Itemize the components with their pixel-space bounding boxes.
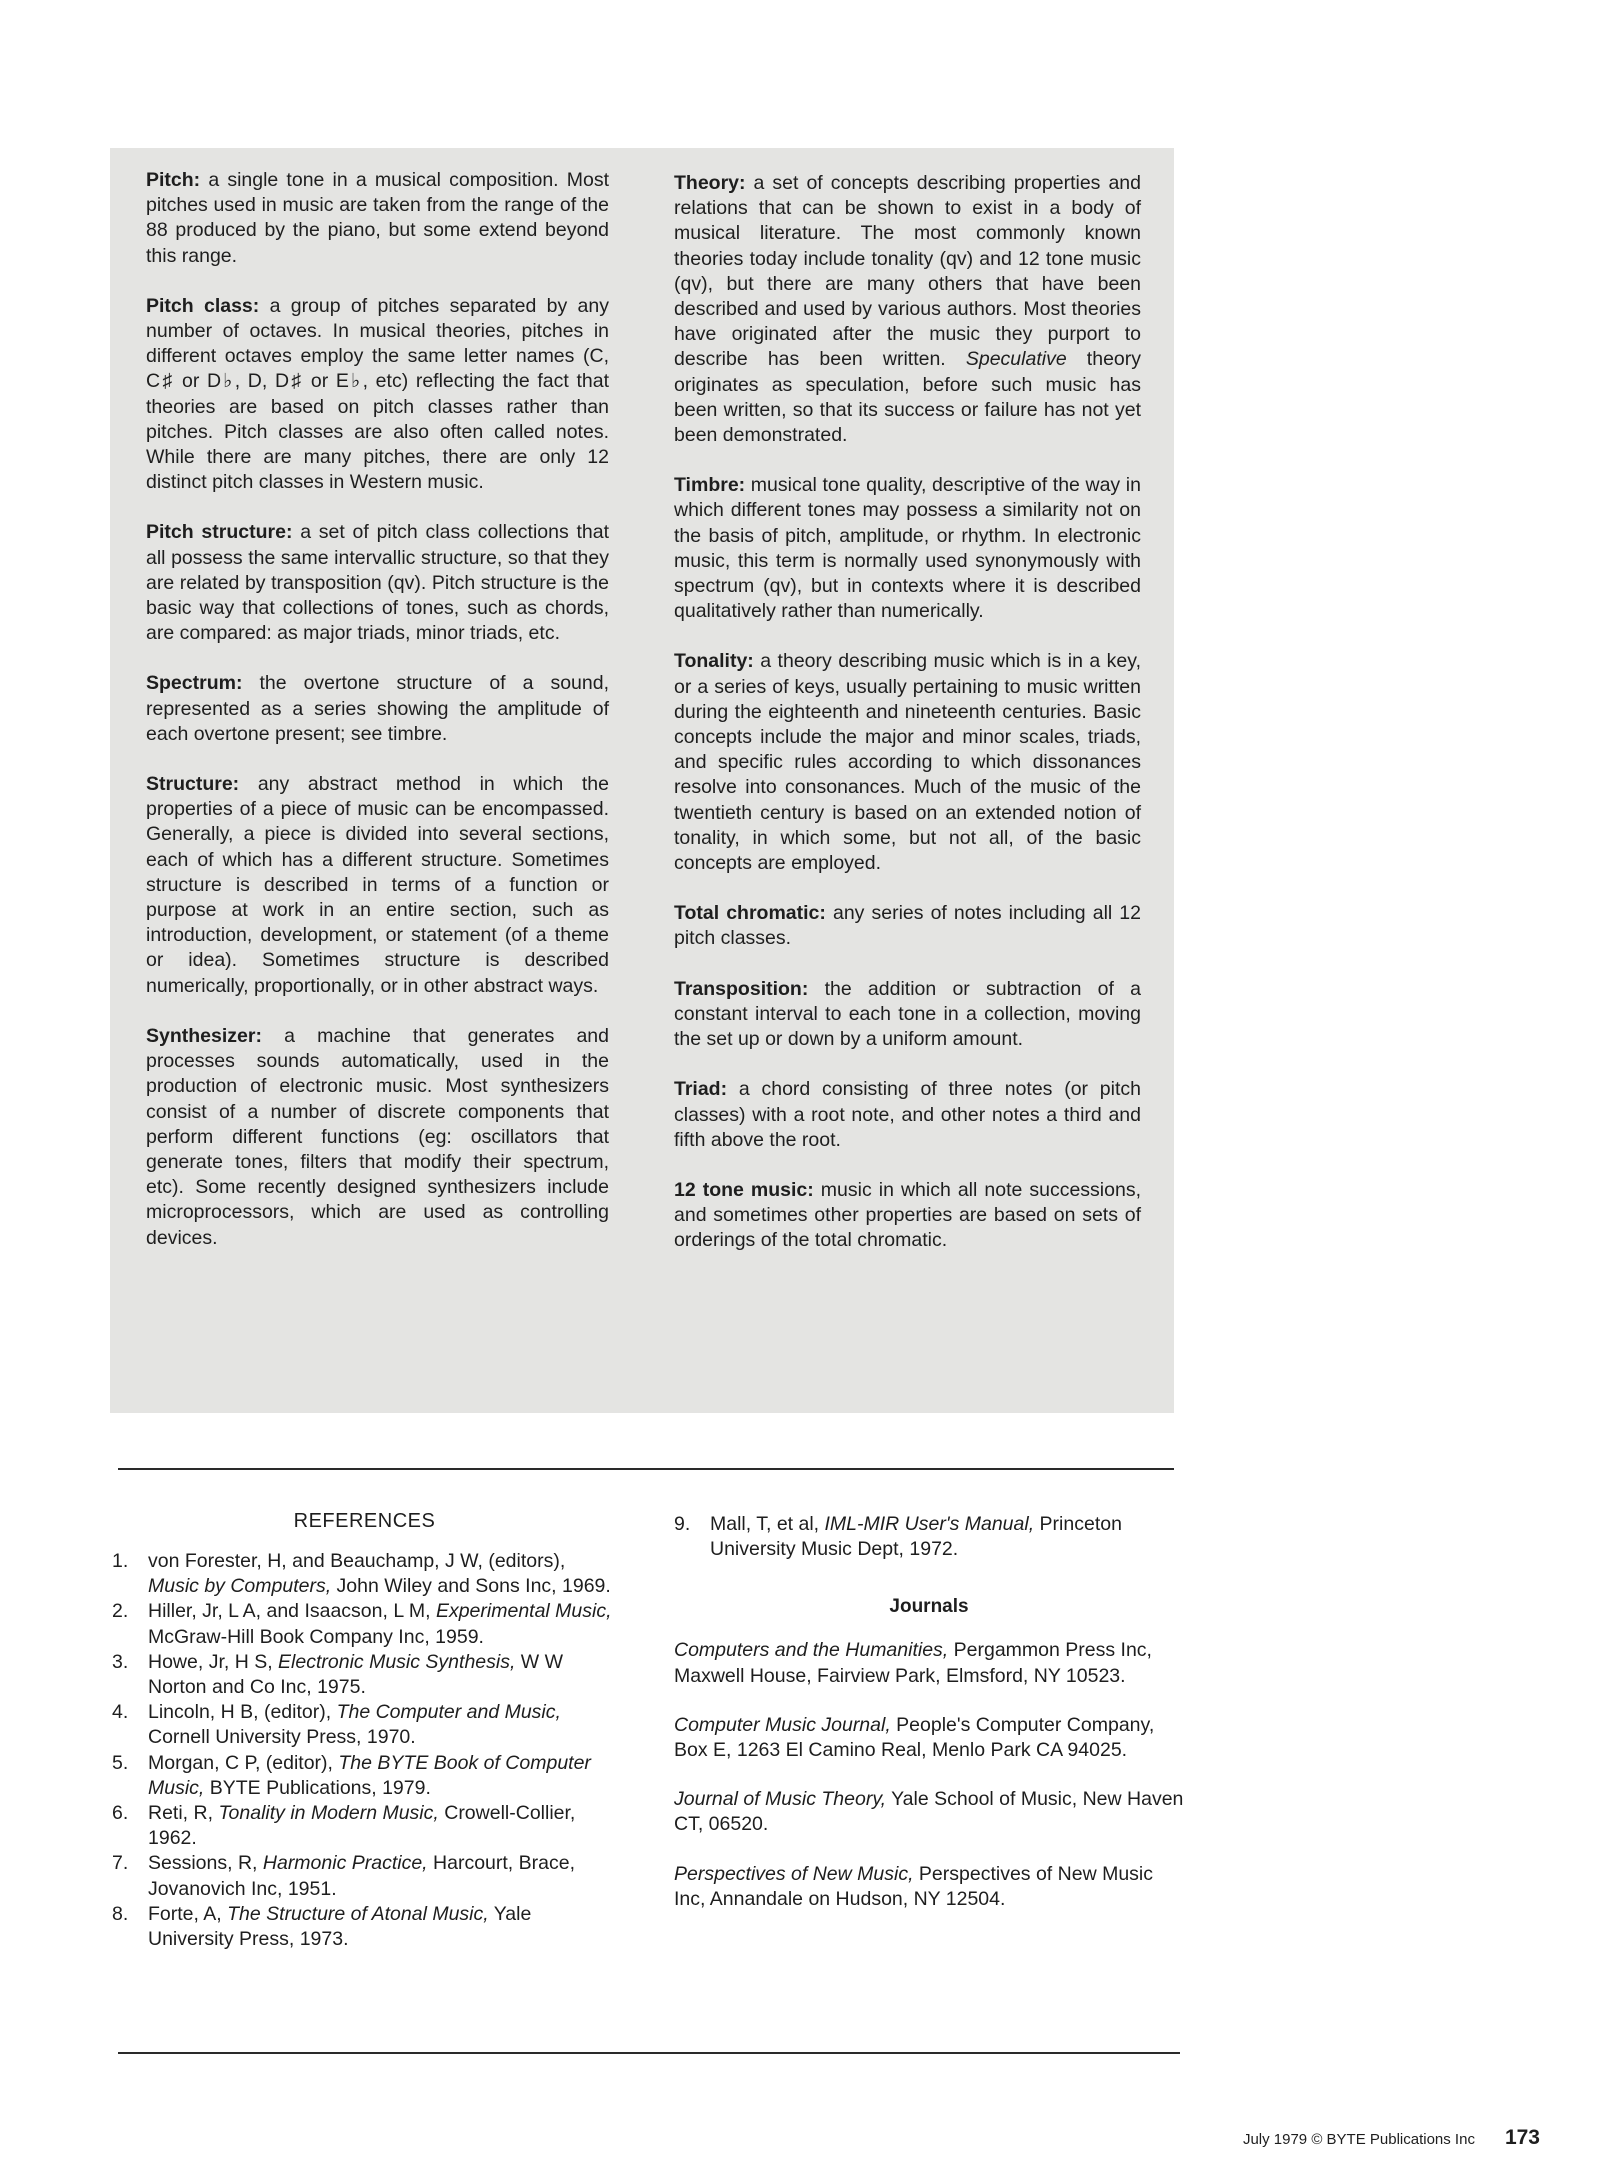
reference-publisher: Yale University Press, 1973.	[148, 1902, 532, 1951]
reference-title: Music by Computers,	[148, 1575, 332, 1598]
journal-title: Computer Music Journal,	[674, 1713, 891, 1736]
journal-title: Computers and the Humanities,	[674, 1639, 949, 1662]
references-column-left	[112, 1510, 617, 1952]
glossary-entry	[674, 1077, 1141, 1153]
reference-number: 7.	[112, 1852, 129, 1875]
reference-title: The BYTE Book of Computer Music,	[148, 1751, 591, 1799]
glossary-term: Tonality:	[674, 650, 754, 673]
reference-publisher: W W Norton and Co Inc, 1975.	[148, 1650, 564, 1699]
glossary-entry	[146, 168, 609, 269]
journal-title: Journal of Music Theory,	[674, 1788, 887, 1811]
reference-authors: Hiller, Jr, L A, and Isaacson, L M,	[148, 1600, 436, 1623]
reference-publisher: John Wiley and Sons Inc, 1969.	[331, 1575, 611, 1598]
reference-authors: Mall, T, et al,	[710, 1513, 825, 1535]
glossary-entry	[674, 649, 1141, 876]
journal-address: People's Computer Company, Box E, 1263 El Camino Real, Menlo Park CA 94025.	[674, 1713, 1155, 1762]
glossary-definition: music in which all note successions, and sometimes other properties are based on sets of orderings of the total chromatic.	[674, 1178, 1141, 1252]
reference-number: 2.	[112, 1600, 129, 1623]
glossary-definition: a machine that generates and processes sounds automatically, used in the production of electronic music. Most synthesizers consist of a number of discrete components that perform different functions (eg: oscillators that generate tones, filters that modify their spectrum, etc). Some recently designed synthesizers include microprocessors, which are used as controlling devices.	[146, 1024, 609, 1249]
glossary-definition: the addition or subtraction of a constant interval to each tone in a collection, moving the set up or down by a uniform amount.	[674, 977, 1141, 1051]
glossary-definition: a theory describing music which is in a key, or a series of keys, usually pertaining to music written during the eighteenth and nineteenth centuries. Basic concepts include the major and minor scales, triads, and specific rules according to which dissonances resolve into consonances. Much of the music of the twentieth century is based on an extended notion of tonality, in which some, but not all, of the basic concepts are employed.	[674, 650, 1141, 875]
glossary-italic: Speculative	[965, 348, 1067, 371]
reference-item	[112, 1801, 617, 1851]
reference-authors: Lincoln, H B, (editor),	[148, 1701, 337, 1724]
glossary-term: Spectrum:	[146, 672, 243, 695]
reference-number: 5.	[112, 1751, 129, 1774]
glossary-entry	[674, 171, 1141, 448]
glossary-entry	[146, 520, 609, 646]
glossary-definition: any series of notes including all 12 pitch classes.	[674, 902, 1141, 950]
reference-item	[112, 1650, 617, 1700]
reference-authors: Forte, A,	[148, 1902, 228, 1925]
references-column-right	[674, 1512, 1184, 1936]
page-footer	[1243, 2126, 1540, 2150]
reference-item	[112, 1902, 617, 1952]
glossary-column-left	[146, 168, 609, 1276]
journal-address: Perspectives of New Music Inc, Annandale on Hudson, NY 12504.	[674, 1862, 1153, 1910]
glossary-definition-cont: theory originates as speculation, before such music has been written, so that its success or failure has not yet been demonstrated.	[674, 348, 1141, 447]
glossary-term: 12 tone music:	[674, 1178, 814, 1201]
reference-number: 8.	[112, 1902, 129, 1925]
reference-item	[112, 1599, 617, 1649]
glossary-definition: the overtone structure of a sound, represented as a series showing the amplitude of each overtone present; see timbre.	[146, 672, 609, 745]
glossary-term: Transposition:	[674, 977, 809, 1000]
reference-title: Electronic Music Synthesis,	[278, 1650, 516, 1673]
glossary-entry	[674, 1178, 1141, 1254]
reference-title: Tonality in Modern Music,	[218, 1802, 439, 1825]
footer-credit: July 1979 © BYTE Publications Inc	[1242, 2131, 1475, 2148]
glossary-term: Total chromatic:	[674, 902, 826, 925]
reference-authors: Sessions, R,	[148, 1852, 263, 1875]
journal-item	[674, 1638, 1184, 1688]
reference-item	[674, 1512, 1184, 1562]
glossary-term: Triad:	[674, 1078, 728, 1101]
reference-title: The Computer and Music,	[336, 1701, 561, 1724]
reference-number: 1.	[112, 1550, 129, 1572]
glossary-definition: a set of pitch class collections that all possess the same intervallic structure, so that they are related by transposition (qv). Pitch structure is the basic way that collections of tones, such as chords, are compared: as major triads, minor triads, etc.	[146, 521, 610, 645]
journal-address: Pergammon Press Inc, Maxwell House, Fairview Park, Elmsford, NY 10523.	[674, 1639, 1152, 1687]
glossary-entry	[146, 1024, 609, 1251]
divider-top	[118, 1468, 1174, 1470]
reference-publisher: Crowell-Collier, 1962.	[148, 1802, 576, 1850]
glossary-definition: a chord consisting of three notes (or pitch classes) with a root note, and other notes a third and fifth above the root.	[674, 1078, 1141, 1151]
glossary-entry	[674, 977, 1141, 1053]
reference-publisher: McGraw-Hill Book Company Inc, 1959.	[148, 1625, 484, 1648]
journal-item	[674, 1787, 1184, 1837]
glossary-entry	[146, 772, 609, 999]
page-number: 173	[1504, 2126, 1540, 2149]
glossary-entry	[146, 671, 609, 747]
glossary-entry	[674, 473, 1141, 624]
glossary-entry	[146, 294, 609, 496]
reference-number: 6.	[112, 1802, 129, 1825]
glossary-term: Pitch class:	[146, 294, 260, 317]
reference-authors: Howe, Jr, H S,	[148, 1650, 279, 1673]
divider-bottom	[118, 2052, 1180, 2054]
glossary-definition: a set of concepts describing properties and relations that can be shown to exist in a body of musical literature. The most commonly known theories today include tonality (qv) and 12 tone music (qv), but there are many others that have been described and used by various authors. Most theories have originated after the music they purport to describe has been written.	[674, 172, 1141, 371]
journal-item	[674, 1862, 1184, 1912]
glossary-term: Synthesizer:	[146, 1024, 262, 1047]
reference-publisher: BYTE Publications, 1979.	[204, 1776, 431, 1799]
reference-number: 9.	[674, 1513, 691, 1535]
reference-title: The Structure of Atonal Music,	[227, 1902, 489, 1925]
glossary-term: Timbre:	[674, 474, 746, 497]
reference-authors: Reti, R,	[148, 1802, 219, 1825]
reference-authors: von Forester, H, and Beauchamp, J W, (editors),	[148, 1550, 566, 1572]
glossary-term: Pitch structure:	[146, 521, 293, 544]
glossary-column-right	[674, 171, 1141, 1279]
glossary-term: Structure:	[146, 773, 240, 796]
reference-item	[112, 1851, 617, 1901]
reference-item	[112, 1700, 617, 1750]
journal-item	[674, 1713, 1184, 1763]
glossary-term: Theory:	[674, 172, 746, 194]
reference-number: 4.	[112, 1701, 129, 1724]
reference-item	[112, 1751, 617, 1801]
glossary-definition: musical tone quality, descriptive of the way in which different tones may possess a similarity not on the basis of pitch, amplitude, or rhythm. In electronic music, this term is normally used synonymously with spectrum (qv), but in contexts where it is described qualitatively rather than numerically.	[674, 474, 1141, 623]
reference-item	[112, 1549, 617, 1599]
reference-publisher: Cornell University Press, 1970.	[148, 1726, 416, 1749]
journal-address: Yale School of Music, New Haven CT, 06520.	[674, 1788, 1184, 1836]
glossary-entry	[674, 901, 1141, 951]
reference-publisher: Princeton University Music Dept, 1972.	[710, 1513, 1122, 1561]
reference-title: IML-MIR User's Manual,	[824, 1513, 1035, 1535]
journal-title: Perspectives of New Music,	[674, 1862, 914, 1885]
reference-publisher: Harcourt, Brace, Jovanovich Inc, 1951.	[148, 1852, 575, 1900]
glossary-definition: a group of pitches separated by any number of octaves. In musical theories, pitches in different octaves employ the same letter names (C, C♯ or D♭, D, D♯ or E♭, etc) reflecting the fact that theories are based on pitch classes rather than pitches. Pitch classes are also often called notes. While there are many pitches, there are only 12 distinct pitch classes in Western music.	[146, 294, 609, 494]
references-heading: REFERENCES	[293, 1510, 436, 1532]
journals-heading: Journals	[889, 1596, 969, 1618]
glossary-definition: any abstract method in which the properties of a piece of music can be encompassed. Generally, a piece is divided into several sections, each of which has a different structure. Sometimes structure is described in terms of a function or purpose at work in an entire section, such as introduction, development, or statement (of a theme or idea). Sometimes structure is described numerically, proportionally, or in other abstract ways.	[146, 773, 609, 997]
glossary-definition: a single tone in a musical composition. Most pitches used in music are taken from the range of the 88 produced by the piano, but some extend beyond this range.	[146, 169, 609, 267]
reference-number: 3.	[112, 1650, 129, 1673]
reference-authors: Morgan, C P, (editor),	[148, 1751, 339, 1774]
reference-title: Experimental Music,	[435, 1600, 612, 1623]
reference-title: Harmonic Practice,	[262, 1852, 428, 1875]
glossary-term: Pitch:	[146, 169, 201, 191]
